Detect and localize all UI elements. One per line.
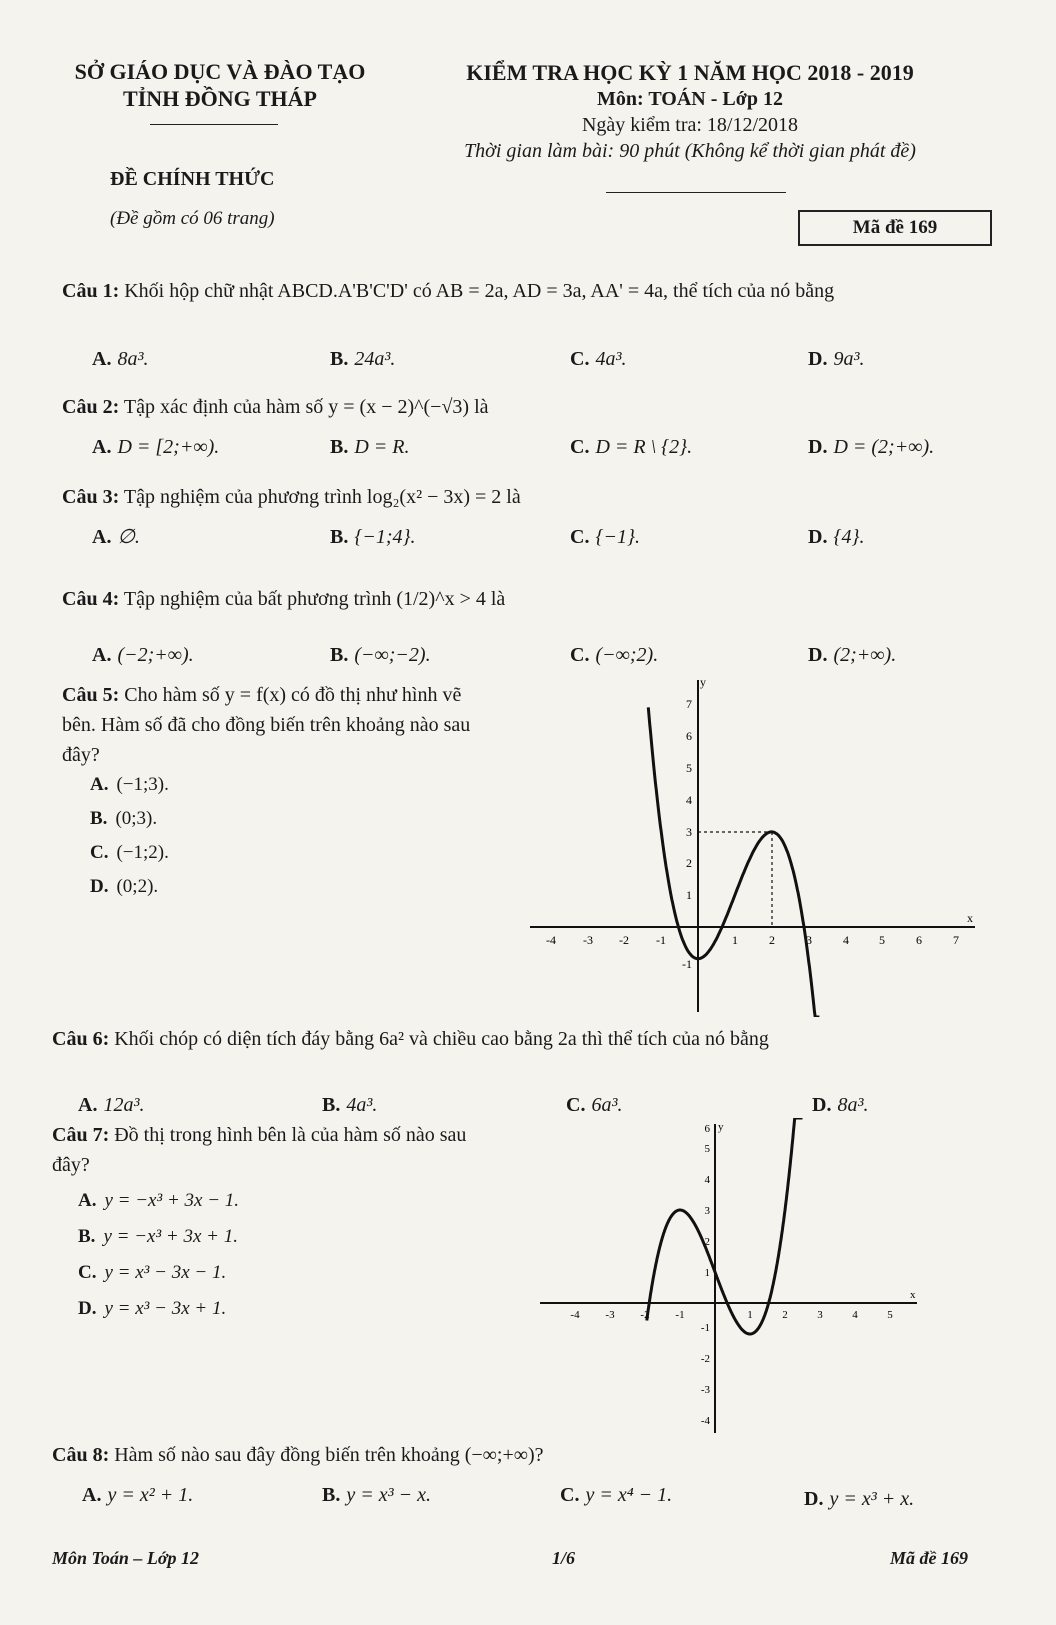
q5-option-a[interactable]: A. (−1;3).: [90, 774, 169, 795]
q2-option-a[interactable]: A. D = [2;+∞).: [92, 436, 220, 458]
footer-page-number: 1/6: [552, 1548, 576, 1568]
q5-option-c[interactable]: C. (−1;2).: [90, 842, 169, 863]
q3-option-b[interactable]: B. {−1;4}.: [330, 526, 416, 548]
q1-option-d[interactable]: D. 9a³.: [808, 348, 865, 370]
y-tick-label: 3: [704, 1205, 710, 1217]
y-tick-label: 5: [704, 1143, 710, 1155]
question-text: Tập xác định của hàm số y = (x − 2)^(−√3) là: [123, 396, 489, 418]
question-2: [62, 392, 997, 422]
function-curve: [648, 707, 819, 1017]
question-text: Khối hộp chữ nhật ABCD.A'B'C'D' có AB = 2a, AD = 3a, AA' = 4a, thể tích của nó bằng: [124, 280, 835, 302]
question-text: Tập nghiệm của phương trình log₂(x² − 3x) = 2 là: [123, 486, 521, 508]
x-tick-label: 6: [916, 933, 922, 947]
q3-option-a[interactable]: A. ∅.: [92, 526, 140, 548]
q6-option-c[interactable]: C. 6a³.: [566, 1094, 623, 1116]
question-text: Hàm số nào sau đây đồng biến trên khoảng (−∞;+∞)?: [114, 1444, 544, 1466]
y-axis-label: y: [700, 675, 706, 689]
q8-option-d[interactable]: D. y = x³ + x.: [804, 1488, 915, 1510]
exam-duration: Thời gian làm bài: 90 phút (Không kể thời gian phát đề): [464, 140, 916, 162]
q2-option-b[interactable]: B. D = R.: [330, 436, 410, 458]
x-tick-label: 2: [769, 933, 775, 947]
y-tick-label: 2: [704, 1236, 710, 1248]
y-tick-label: 4: [704, 1174, 710, 1186]
y-tick-label: 6: [704, 1123, 710, 1135]
question-5: [62, 680, 482, 770]
q4-option-d[interactable]: D. (2;+∞).: [808, 644, 897, 666]
x-tick-label: 5: [887, 1309, 893, 1321]
question-label: Câu 1:: [62, 280, 120, 302]
exam-title: KIỂM TRA HỌC KỲ 1 NĂM HỌC 2018 - 2019: [466, 60, 914, 85]
x-tick-label: -2: [619, 933, 629, 947]
official-label: ĐỀ CHÍNH THỨC: [110, 168, 275, 190]
q3-option-c[interactable]: C. {−1}.: [570, 526, 640, 548]
question-8: [52, 1440, 1002, 1470]
q3-option-d[interactable]: D. {4}.: [808, 526, 865, 548]
question-label: Câu 5:: [62, 684, 120, 706]
q6-option-b[interactable]: B. 4a³.: [322, 1094, 378, 1116]
q1-option-c[interactable]: C. 4a³.: [570, 348, 627, 370]
q4-option-c[interactable]: C. (−∞;2).: [570, 644, 659, 666]
question-label: Câu 4:: [62, 588, 120, 610]
question-5-graph: [520, 672, 980, 1017]
q7-option-d[interactable]: D. y = x³ − 3x + 1.: [78, 1298, 227, 1319]
x-axis-label: x: [967, 911, 973, 925]
question-1: [62, 276, 997, 306]
question-label: Câu 3:: [62, 486, 120, 508]
question-3: [62, 482, 997, 512]
y-tick-label: 6: [686, 729, 692, 743]
y-tick-label: 3: [686, 825, 692, 839]
q8-option-a[interactable]: A. y = x² + 1.: [82, 1484, 194, 1506]
question-text: Tập nghiệm của bất phương trình (1/2)^x > 4 là: [123, 588, 506, 610]
y-tick-label: 4: [686, 793, 692, 807]
q7-option-b[interactable]: B. y = −x³ + 3x + 1.: [78, 1226, 238, 1247]
q6-option-a[interactable]: A. 12a³.: [78, 1094, 145, 1116]
x-tick-label: 1: [732, 933, 738, 947]
function-curve: [647, 1118, 803, 1334]
q7-option-a[interactable]: A. y = −x³ + 3x − 1.: [78, 1190, 240, 1211]
x-axis-label: x: [910, 1289, 916, 1301]
exam-subject: Môn: TOÁN - Lớp 12: [597, 88, 783, 110]
y-tick-label: -1: [682, 957, 692, 971]
footer-subject: Môn Toán – Lớp 12: [52, 1548, 200, 1568]
q5-option-b[interactable]: B. (0;3).: [90, 808, 158, 829]
header-rule-left: [150, 124, 278, 125]
exam-code-box: Mã đề 169: [798, 210, 992, 246]
question-label: Câu 2:: [62, 396, 120, 418]
footer-exam-code: Mã đề 169: [890, 1548, 968, 1568]
q8-option-c[interactable]: C. y = x⁴ − 1.: [560, 1484, 673, 1506]
x-tick-label: -4: [546, 933, 556, 947]
question-4: [62, 584, 997, 614]
q4-option-a[interactable]: A. (−2;+∞).: [92, 644, 194, 666]
x-tick-label: 3: [817, 1309, 823, 1321]
department-block: [40, 58, 400, 112]
x-tick-label: 3: [806, 933, 812, 947]
x-tick-label: 5: [879, 933, 885, 947]
q2-option-c[interactable]: C. D = R \ {2}.: [570, 436, 693, 458]
q2-option-d[interactable]: D. D = (2;+∞).: [808, 436, 935, 458]
q1-option-b[interactable]: B. 24a³.: [330, 348, 396, 370]
question-label: Câu 8:: [52, 1444, 110, 1466]
x-tick-label: -1: [656, 933, 666, 947]
question-text: Cho hàm số y = f(x) có đồ thị như hình vẽ bên. Hàm số đã cho đồng biến trên khoảng nào sau đây?: [62, 684, 471, 766]
q6-option-d[interactable]: D. 8a³.: [812, 1094, 869, 1116]
x-tick-label: 4: [852, 1309, 858, 1321]
department-line-1: SỞ GIÁO DỤC VÀ ĐÀO TẠO: [74, 59, 366, 84]
y-tick-label: 1: [686, 888, 692, 902]
y-tick-label: 7: [686, 697, 692, 711]
question-7: [52, 1120, 492, 1180]
header-rule-right: [606, 192, 786, 193]
question-text: Đồ thị trong hình bên là của hàm số nào sau đây?: [52, 1124, 467, 1176]
q5-option-d[interactable]: D. (0;2).: [90, 876, 159, 897]
q1-option-a[interactable]: A. 8a³.: [92, 348, 149, 370]
question-7-graph: [532, 1118, 922, 1436]
exam-info-block: [400, 60, 980, 164]
x-tick-label: -1: [675, 1309, 685, 1321]
department-line-2: TỈNH ĐỒNG THÁP: [123, 86, 317, 111]
x-tick-label: -2: [640, 1309, 650, 1321]
y-tick-label: -1: [700, 1322, 710, 1334]
x-tick-label: -3: [583, 933, 593, 947]
x-tick-label: 7: [953, 933, 959, 947]
y-tick-label: 5: [686, 761, 692, 775]
q8-option-b[interactable]: B. y = x³ − x.: [322, 1484, 431, 1506]
exam-date: Ngày kiểm tra: 18/12/2018: [581, 114, 799, 136]
y-tick-label: 1: [704, 1267, 710, 1279]
x-tick-label: -4: [570, 1309, 580, 1321]
q7-option-c[interactable]: C. y = x³ − 3x − 1.: [78, 1262, 227, 1283]
question-6: [52, 1024, 1002, 1054]
x-tick-label: 2: [782, 1309, 788, 1321]
y-tick-label: -4: [700, 1415, 710, 1427]
question-label: Câu 7:: [52, 1124, 110, 1146]
question-text: Khối chóp có diện tích đáy bằng 6a² và chiều cao bằng 2a thì thể tích của nó bằng: [114, 1028, 769, 1050]
q4-option-b[interactable]: B. (−∞;−2).: [330, 644, 431, 666]
x-tick-label: 4: [843, 933, 849, 947]
y-tick-label: -3: [700, 1384, 710, 1396]
x-tick-label: -3: [605, 1309, 615, 1321]
y-tick-label: 2: [686, 856, 692, 870]
question-label: Câu 6:: [52, 1028, 110, 1050]
pages-note: (Đề gồm có 06 trang): [110, 208, 275, 229]
y-axis-label: y: [718, 1121, 724, 1133]
y-tick-label: -2: [700, 1353, 710, 1365]
x-tick-label: 1: [747, 1309, 753, 1321]
